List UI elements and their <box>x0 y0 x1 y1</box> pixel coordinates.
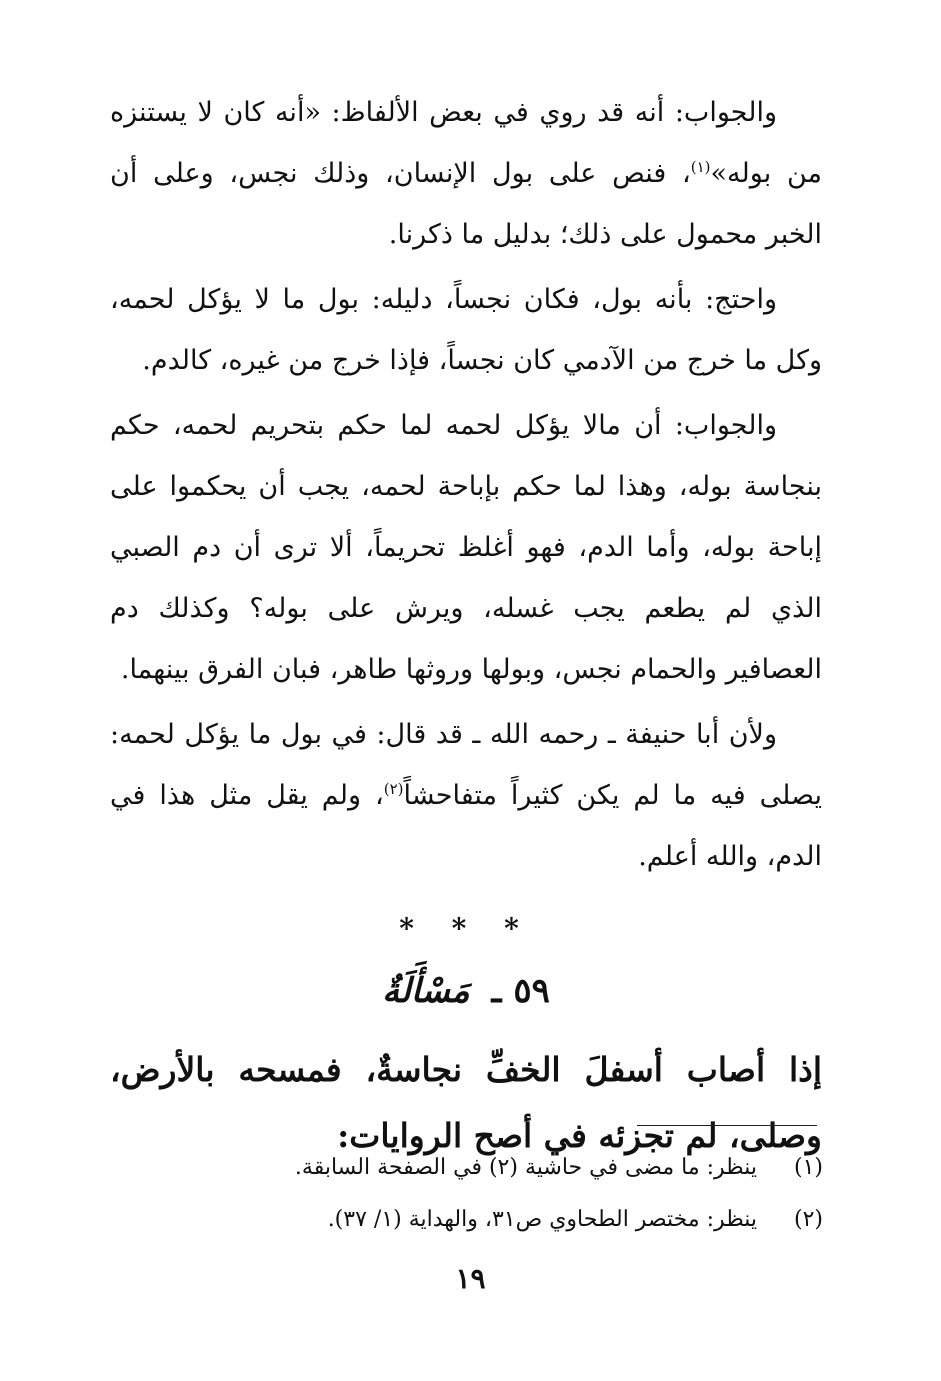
paragraph-4-text-a: ولأن أبا حنيفة ـ رحمه الله ـ قد قال: في بول ما يؤكل لحمه: يصلى فيه ما لم يكن كثيراً متفاحشاً <box>110 719 822 811</box>
issue-question: إذا أصاب أسفلَ الخفِّ نجاسةٌ، فمسحه بالأرض، وصلى، لم تجزئه في أصح الروايات: <box>110 1050 822 1155</box>
footnote-ref-1[interactable]: (١) <box>690 158 711 176</box>
footnote-text: ينظر: مختصر الطحاوي ص٣١، والهداية (١/ ٣٧). <box>327 1207 757 1232</box>
footnote-number: (١) <box>793 1155 823 1180</box>
paragraph-4 <box>110 704 822 887</box>
main-text <box>110 82 822 1169</box>
section-separator: * * * <box>399 912 533 945</box>
footnote-text: ينظر: ما مضى في حاشية (٢) في الصفحة السابقة. <box>294 1155 757 1180</box>
footnote-2 <box>123 1194 823 1246</box>
footnotes <box>123 1142 823 1246</box>
footnote-divider <box>637 1125 817 1126</box>
paragraph-3: والجواب: أن مالا يؤكل لحمه لما حكم بتحريم لحمه، حكم بنجاسة بوله، وهذا لما حكم بإباحة لحمه، يجب أن يحكموا على إباحة بوله، وأما الدم، فهو أغلظ تحريماً، ألا ترى أن دم الصبي الذي لم يطعم يجب غسله، ويرش على بوله؟ وكذلك دم العصافير والحمام نجس، وبولها وروثها طاهر، فبان الفرق بينهما. <box>110 410 822 685</box>
issue-heading <box>110 961 822 1021</box>
issue-number: ٥٩ ـ <box>491 971 550 1011</box>
paragraph-2: واحتج: بأنه بول، فكان نجساً، دليله: بول ما لا يؤكل لحمه، وكل ما خرج من الآدمي كان نجساً، فإذا خرج من غيره، كالدم. <box>110 284 822 376</box>
footnote-ref-2[interactable]: (٢) <box>383 780 404 798</box>
paragraph-1-text-b: ، فنص على بول الإنسان، وذلك نجس، وعلى أن الخبر محمول على ذلك؛ بدليل ما ذكرنا. <box>110 158 822 250</box>
paragraph-1 <box>110 82 822 265</box>
paragraph-4-text-b: ، ولم يقل مثل هذا في الدم، والله أعلم. <box>110 780 822 872</box>
issue-title: مَسْأَلَةٌ <box>382 971 470 1011</box>
footnote-number: (٢) <box>793 1207 823 1232</box>
page-number: ١٩ <box>455 1262 486 1295</box>
paragraph-1-text-a: والجواب: أنه قد روي في بعض الألفاظ: «أنه كان لا يستنزه من بوله» <box>110 97 822 189</box>
footnote-1 <box>123 1142 823 1194</box>
